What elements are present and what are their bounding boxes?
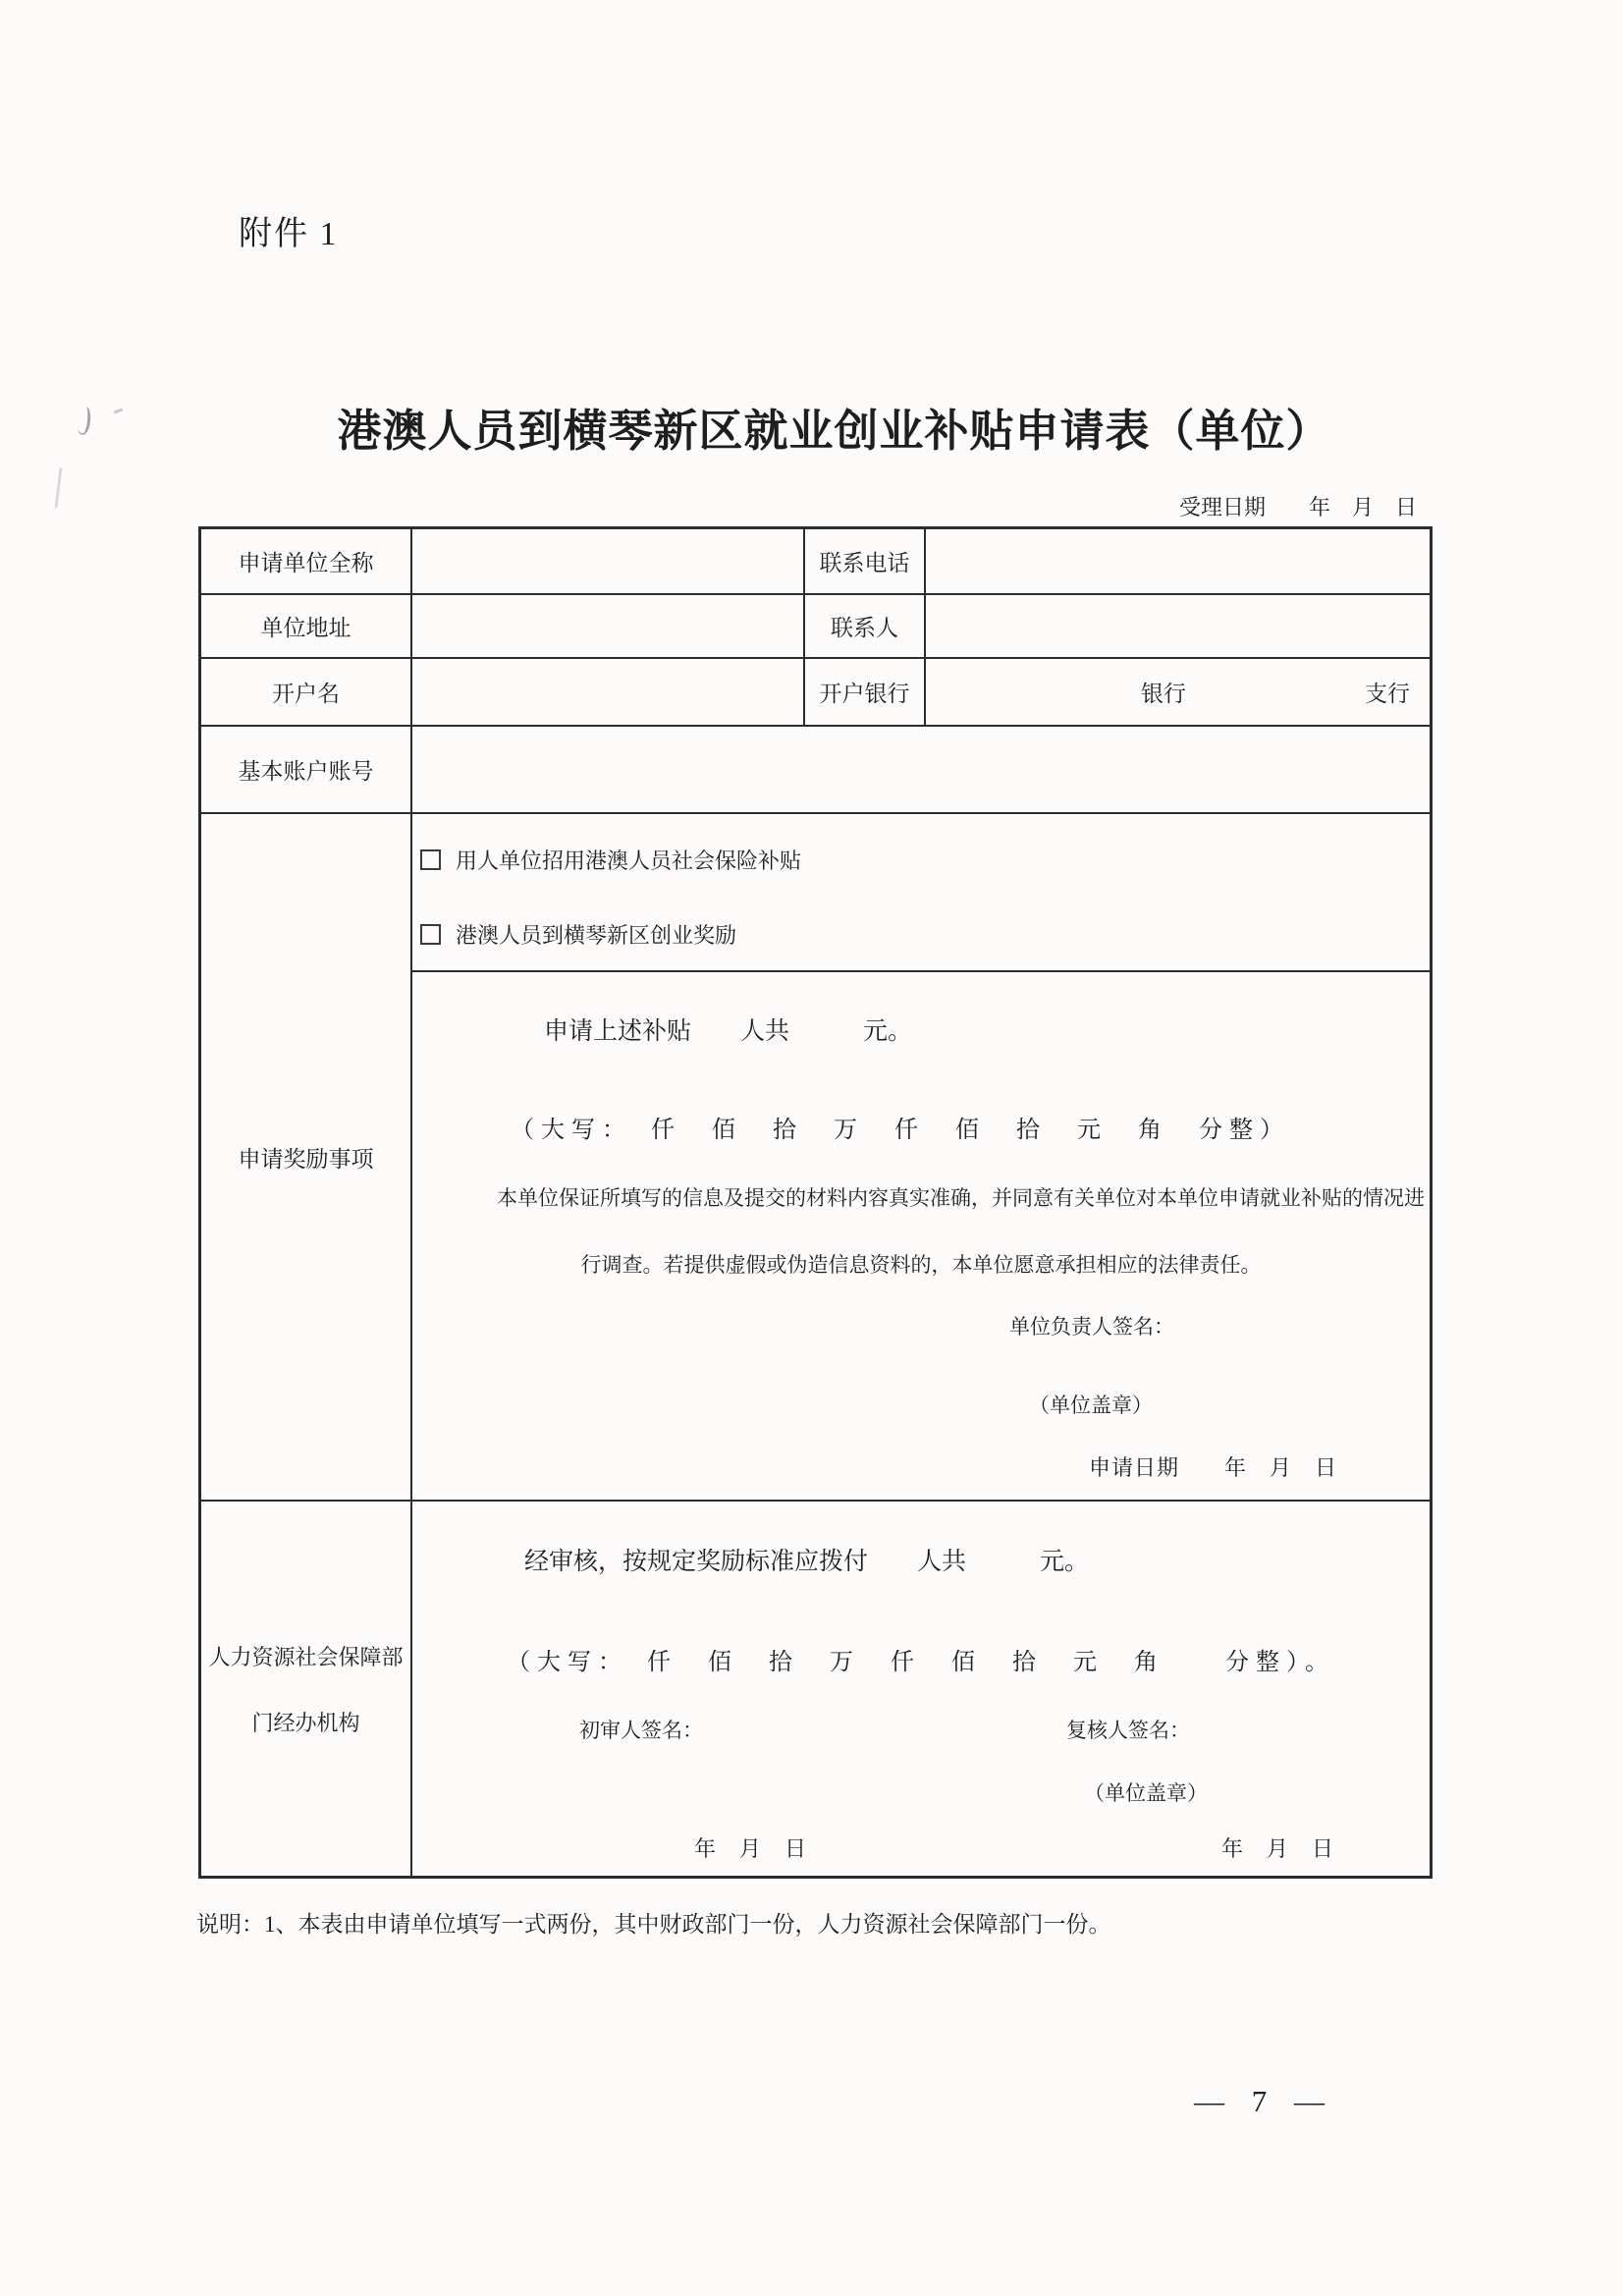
- contact-input-cell[interactable]: [926, 595, 1430, 657]
- phone-input-cell[interactable]: [926, 529, 1430, 593]
- checkbox-startup-reward-icon[interactable]: [420, 924, 441, 945]
- row-reward-items: [201, 814, 1430, 1502]
- form-instructions: 说明：1、本表由申请单位填写一式两份，其中财政部门一份，人力资源社会保障部门一份。: [196, 1912, 1111, 1937]
- pledge-line-2: 行调查。若提供虚假或伪造信息资料的，本单位愿意承担相应的法律责任。: [580, 1253, 1262, 1277]
- reward-declaration-area: [412, 972, 1430, 1500]
- hr-unit-seal-label: （单位盖章）: [1084, 1781, 1208, 1805]
- bank-input-cell[interactable]: [926, 659, 1430, 725]
- reward-section-body: [412, 814, 1430, 1500]
- bank-word: 银行: [1141, 682, 1186, 706]
- first-review-date-line: 年 月 日: [694, 1836, 808, 1861]
- first-reviewer-sign-label: 初审人签名：: [579, 1719, 703, 1742]
- address-label: 单位地址: [201, 595, 412, 657]
- subsidy-options-area: [412, 814, 1430, 972]
- hr-section-body: [412, 1502, 1430, 1876]
- row-address: [201, 595, 1430, 659]
- subsidy-option-social-insurance: [420, 845, 801, 875]
- accept-date-line: 受理日期 年 月 日: [1178, 495, 1417, 519]
- hr-label-line2: 门经办机构: [251, 1710, 360, 1735]
- form-title: 港澳人员到横琴新区就业创业补贴申请表（单位）: [337, 407, 1331, 456]
- bank-label: 开户银行: [805, 659, 926, 725]
- application-form-table: [198, 526, 1433, 1879]
- account-name-label: 开户名: [201, 659, 412, 725]
- pledge-line-1: 本单位保证所填写的信息及提交的材料内容真实准确，并同意有关单位对本单位申请就业补贴的情况进: [497, 1186, 1425, 1210]
- apply-amount-caps-line: （大写： 仟 佰 拾 万 仟 佰 拾 元 角 分整）: [511, 1118, 1290, 1143]
- account-name-input-cell[interactable]: [412, 659, 805, 725]
- attachment-label: 附件 1: [239, 216, 339, 252]
- re-reviewer-sign-label: 复核人签名：: [1066, 1719, 1190, 1742]
- subsidy-option-startup-reward: [420, 919, 736, 950]
- re-review-date-line: 年 月 日: [1221, 1836, 1335, 1861]
- unit-name-input-cell[interactable]: [412, 529, 805, 593]
- branch-word: 支行: [1365, 682, 1410, 706]
- phone-label: 联系电话: [805, 529, 926, 593]
- row-unit-name: [201, 529, 1430, 595]
- approved-amount-line: 经审核，按规定奖励标准应拨付 人共 元。: [524, 1549, 1090, 1575]
- reward-section-label: 申请奖励事项: [201, 814, 412, 1500]
- row-hr-department: [201, 1502, 1430, 1876]
- apply-amount-line: 申请上述补贴 人共 元。: [544, 1018, 913, 1045]
- hr-section-label: [201, 1502, 412, 1876]
- hr-label-line1: 人力资源社会保障部: [208, 1644, 404, 1669]
- checkbox-social-insurance-icon[interactable]: [420, 849, 441, 870]
- approved-amount-caps-line: （大写： 仟 佰 拾 万 仟 佰 拾 元 角 分整）。: [507, 1650, 1335, 1675]
- page-number: — 7 —: [1194, 2084, 1326, 2118]
- address-input-cell[interactable]: [412, 595, 805, 657]
- scan-mark-streak: [54, 467, 62, 509]
- unit-seal-label: （单位盖章）: [1029, 1394, 1153, 1417]
- apply-date-line: 申请日期 年 月 日: [1089, 1455, 1338, 1480]
- unit-name-label: 申请单位全称: [201, 529, 412, 593]
- row-account-number: [201, 727, 1430, 814]
- subsidy-option-label: 港澳人员到横琴新区创业奖励: [456, 923, 737, 948]
- row-bank-account: [201, 659, 1430, 727]
- subsidy-option-label: 用人单位招用港澳人员社会保险补贴: [456, 848, 802, 873]
- responsible-person-sign-label: 单位负责人签名：: [1009, 1315, 1174, 1339]
- account-no-label: 基本账户账号: [201, 727, 412, 812]
- account-no-input-cell[interactable]: [412, 727, 1430, 812]
- contact-label: 联系人: [805, 595, 926, 657]
